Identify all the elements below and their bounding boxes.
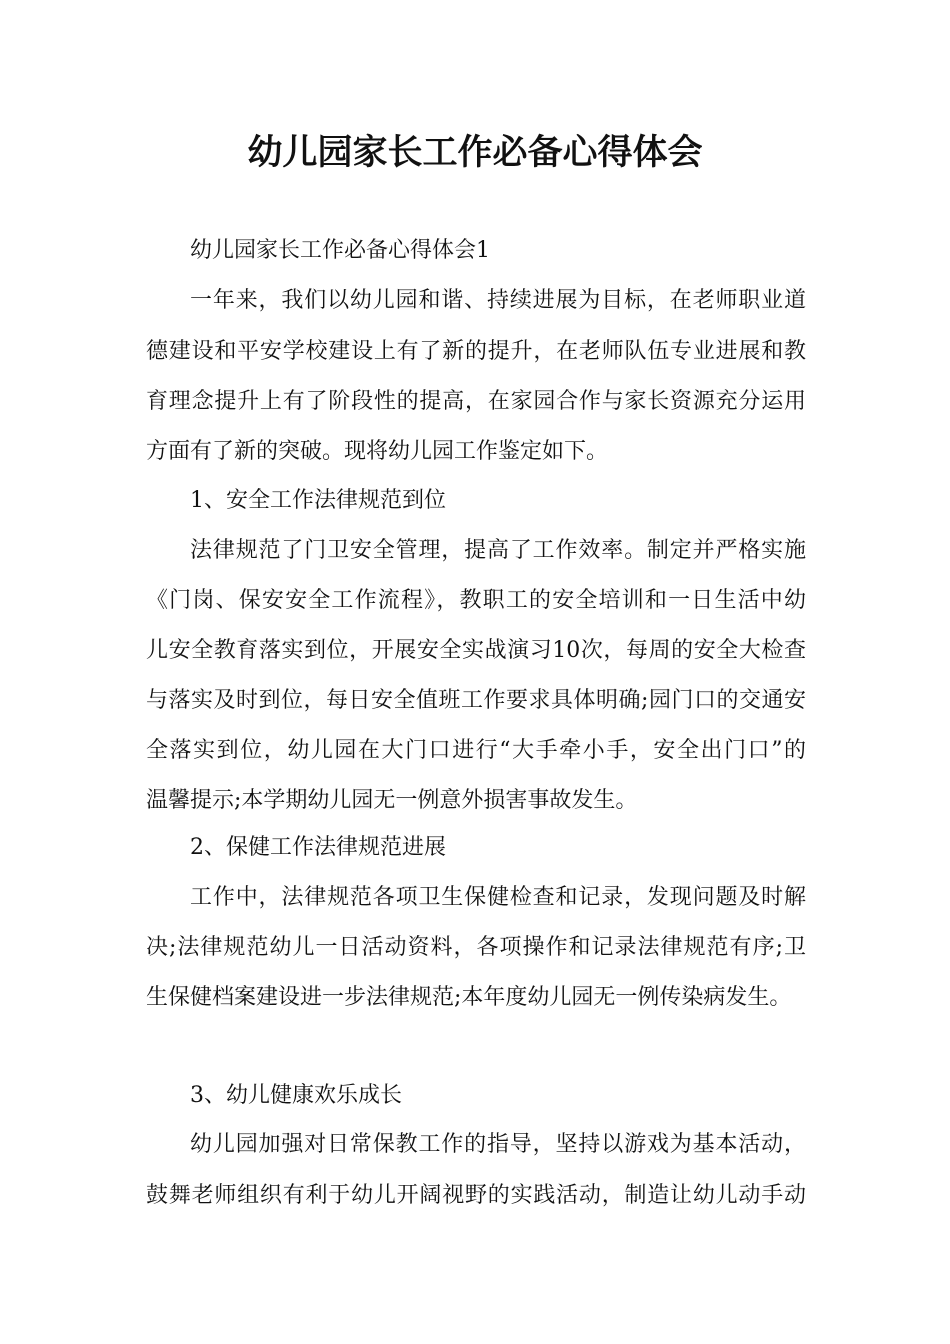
paragraph-4-line-1: 幼儿园加强对日常保教工作的指导，坚持以游戏为基本活动， [190,1132,806,1157]
paragraph-1-line-2: 德建设和平安学校建设上有了新的提升，在老师队伍专业进展和教 [146,339,806,364]
paragraph-1-line-4: 方面有了新的突破。现将幼儿园工作鉴定如下。 [146,439,609,464]
paragraph-2-line-2: 《门岗、保安安全工作流程》，教职工的安全培训和一日生活中幼 [146,588,806,613]
document-subtitle: 幼儿园家长工作必备心得体会1 [190,238,490,263]
paragraph-4-line-2: 鼓舞老师组织有利于幼儿开阔视野的实践活动，制造让幼儿动手动 [146,1183,806,1208]
document-title: 幼儿园家长工作必备心得体会 [247,132,703,173]
paragraph-3-line-1: 工作中，法律规范各项卫生保健检查和记录，发现问题及时解 [190,885,806,910]
paragraph-2-line-3: 儿安全教育落实到位，开展安全实战演习10次，每周的安全大检查 [146,638,806,663]
paragraph-2-line-1: 法律规范了门卫安全管理，提高了工作效率。制定并严格实施 [190,538,806,563]
paragraph-2-line-4: 与落实及时到位，每日安全值班工作要求具体明确;园门口的交通安 [146,688,806,713]
section-heading-3: 3、幼儿健康欢乐成长 [190,1083,402,1108]
section-heading-2: 2、保健工作法律规范进展 [190,835,446,860]
paragraph-2-line-5: 全落实到位，幼儿园在大门口进行“大手牵小手，安全出门口”的 [146,738,806,763]
section-heading-1: 1、安全工作法律规范到位 [190,488,446,513]
paragraph-3-line-3: 生保健档案建设进一步法律规范;本年度幼儿园无一例传染病发生。 [146,985,792,1010]
paragraph-1-line-1: 一年来，我们以幼儿园和谐、持续进展为目标，在老师职业道 [190,288,806,313]
paragraph-2-line-6: 温馨提示;本学期幼儿园无一例意外损害事故发生。 [146,788,638,813]
paragraph-1-line-3: 育理念提升上有了阶段性的提高，在家园合作与家长资源充分运用 [146,389,806,414]
paragraph-3-line-2: 决;法律规范幼儿一日活动资料，各项操作和记录法律规范有序;卫 [146,935,806,960]
